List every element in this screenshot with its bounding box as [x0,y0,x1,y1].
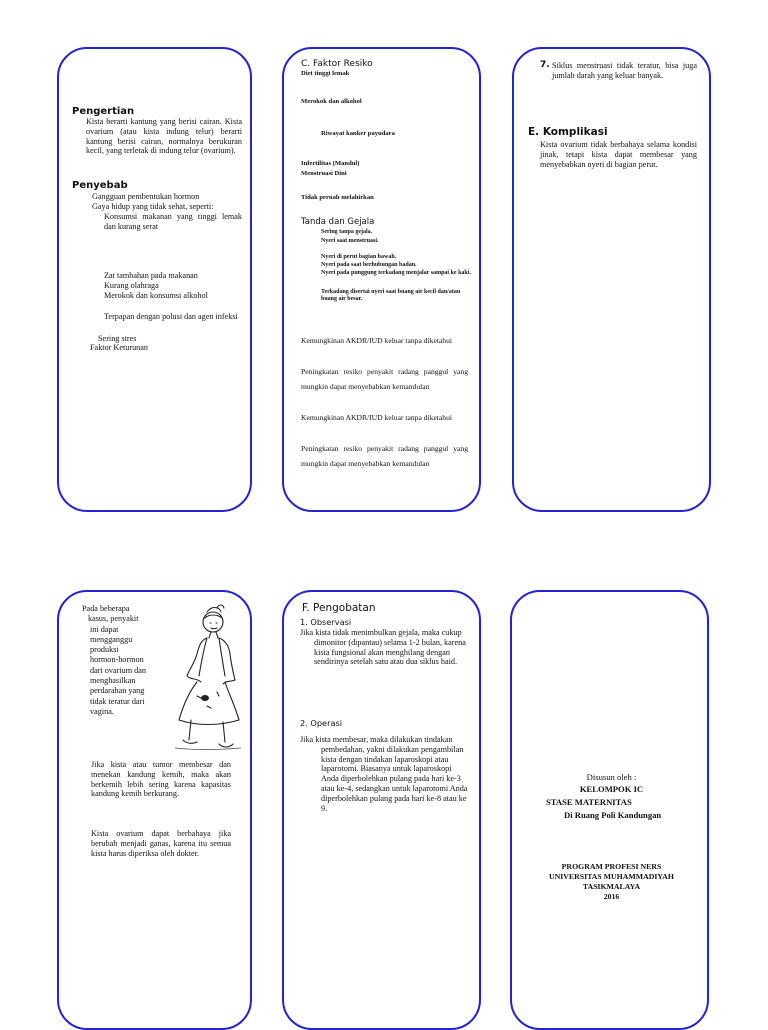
item-7-text: Siklus menstruasi tidak teratur, bisa juga jumlah darah yang keluar banyak. [552,61,697,80]
gejala-item: Sering tanpa gejala. [321,229,373,235]
gejala-item: Terkadang disertai nyeri saat buang air kecil dan/atau buang air besar. [321,289,461,303]
intro-line: mengganggu [90,634,133,644]
intro-line: perdarahan yang [90,686,145,696]
faktor-resiko-heading: C. Faktor Resiko [301,59,373,69]
faktor-item: Tidak pernah melahirkan [301,194,374,201]
penyebab-item: Gangguan pembentukan hormon [92,192,200,201]
intro-line: produksi [90,645,119,655]
faktor-item: Infertilitas (Mandul) [301,160,360,167]
intro-line: menghasilkan [90,676,136,686]
faktor-item: Diet tinggi lemak [301,70,350,77]
gejala-item: Nyeri di perut bagian bawah. [321,254,397,260]
gejala-item: Nyeri pada punggung terkadang menjalar sampai ke kaki. [321,270,471,276]
disusun-oleh: Disusun oleh : [586,772,637,782]
penyebab-item: Zat tambahan pada makanan [104,271,198,280]
akdr-item: Peningkatan resiko penyakit radang panggul yang mungkin dapat menyebabkan kemandulan [301,367,468,392]
akdr-item: Peningkatan resiko penyakit radang panggul yang mungkin dapat menyebabkan kemandulan [301,444,468,469]
intro-line: Pada beberapa [82,604,130,613]
kelompok-label: KELOMPOK IC [579,784,644,794]
stase-label: STASE MATERNITAS [546,797,632,807]
intro-line: tidak teratur dari [90,696,145,706]
faktor-item: Merokok dan alkohol [301,98,362,105]
intro-line: ini dapat [90,624,119,634]
program-label: PROGRAM PROFESI NERS [561,862,662,871]
panel-faktor-resiko [282,47,481,512]
intro-line: hormon-hormon [90,655,144,665]
panel-cover [510,590,709,1030]
faktor-item: Riwayat kanker payudara [321,130,395,137]
akdr-item: Kemungkinan AKDR/IUD keluar tanpa diketahui [301,413,452,422]
intro-line: vagina. [90,706,114,716]
penyebab-item: Merokok dan konsumsi alkohol [104,291,208,300]
intro-line: dari ovarium dan [90,665,146,675]
kandung-kemih-text: Jika kista atau tumor membesar dan menekan kandung kemih, maka akan berkemih lebih sering karena kapasitas kandung kemih berkurang. [91,760,231,799]
ruang-label: Di Ruang Poli Kandungan [564,810,662,820]
operasi-text [300,735,470,813]
panel-pengertian [57,47,252,512]
gejala-item: Nyeri pada saat berhubungan badan. [321,262,417,268]
penyebab-item: Gaya hidup yang tidak sehat, seperti: [92,202,214,211]
penyebab-item: Konsumsi makanan yang tinggi lemak dan kurang serat [104,212,242,231]
gejala-item: Nyeri saat menstruasi. [321,238,379,244]
faktor-item: Menstruasi Dini [301,170,347,177]
penyebab-item: Kurang olahraga [104,281,159,290]
ganas-text: Kista ovarium dapat berbahaya jika berubah menjadi ganas, karena itu semua kista harus diperiksa oleh dokter. [91,829,231,858]
panel-info [57,590,252,1030]
universitas-label: UNIVERSITAS MUHAMMADIYAH [549,872,674,881]
operasi-heading: 2. Operasi [300,718,343,728]
panel-pengobatan [282,590,481,1030]
observasi-text [300,628,470,667]
penyebab-item: Terpapan dengan polusi dan agen infeksi [104,312,238,321]
komplikasi-text: Kista ovarium tidak berbahaya selama kondisi jinak, tetapi kista dapat membesar yang menyebabkan nyeri di bagian perut. [540,140,697,169]
item-7-number: 7. [540,60,550,70]
tanda-gejala-heading: Tanda dan Gejala [301,217,375,227]
kota-label: TASIKMALAYA [582,882,641,891]
operasi-text-content: Jika kista membesar, maka dilakukan tindakan pembedahan, yakni dilakukan pengambilan kista dengan tindakan laparoskopi atau laparotomi. Biasanya untuk laparoskopi Anda diperbolehkan pulang pada hari ke-3 atau ke-4, sedangkan untuk laparotomi Anda diperbolehkan pulang pada hari ke-8 atau ke 9. [300,735,468,813]
observasi-heading: 1. Observasi [300,617,352,627]
woman-holding-abdomen-icon [167,602,245,752]
panel-komplikasi [512,47,711,512]
pengertian-heading: Pengertian [72,106,135,117]
intro-line: kasus, penyakit [88,614,139,624]
akdr-item: Kemungkinan AKDR/IUD keluar tanpa diketahui [301,336,452,345]
penyebab-heading: Penyebab [72,180,128,191]
komplikasi-heading: E. Komplikasi [528,126,608,138]
penyebab-item: Faktor Keturunan [90,343,148,352]
intro-text [82,604,177,717]
penyebab-item: Sering stres [98,334,137,343]
observasi-text-content: Jika kista tidak menimbulkan gejala, maka cukup dimonitor (dipantau) selama 1-2 bulan, karena kista fungsional akan menghilang dengan sendirinya setelah satu atau dua siklus haid. [300,628,466,667]
pengobatan-heading: F. Pengobatan [302,602,376,614]
tahun-label: 2016 [603,892,620,901]
pengertian-text: Kista berarti kantung yang berisi cairan. Kista ovarium (atau kista indung telur) berarti kantung berisi cairan, normalnya berukuran kecil, yang terletak di indung telur (ovarium). [86,117,242,156]
